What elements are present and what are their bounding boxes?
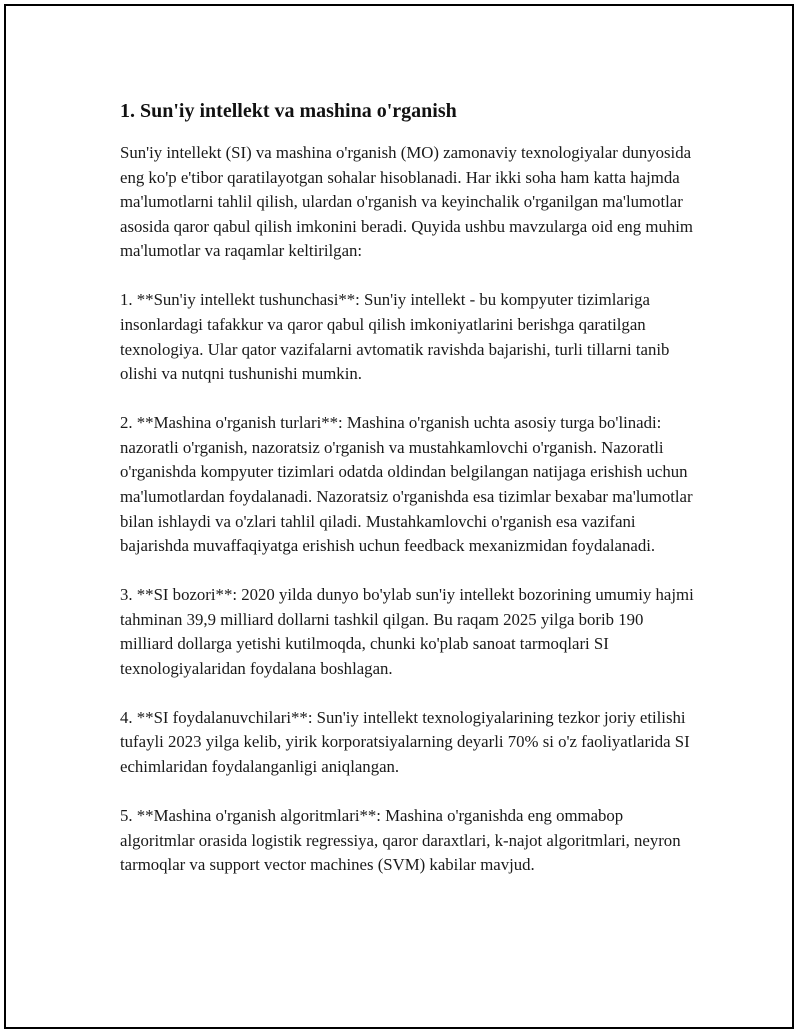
page-frame bbox=[4, 4, 794, 1029]
document-body bbox=[120, 96, 700, 902]
list-item-ai-market: 3. **SI bozori**: 2020 yilda dunyo bo'ylab sun'iy intellekt bozorining umumiy hajmi tahminan 39,9 milliard dollarni tashkil qilgan. Bu raqam 2025 yilga borib 190 milliard dollarga yetishi kutilmoqda, chunki ko'plab sanoat tarmoqlari SI texnologiyalaridan foydalana boshlagan. bbox=[120, 585, 694, 678]
list-item-ai-concept: 1. **Sun'iy intellekt tushunchasi**: Sun'iy intellekt - bu kompyuter tizimlariga insonlardagi tafakkur va qaror qabul qilish imkoniyatlarini berishga qaratilgan texnologiya. Ular qator vazifalarni avtomatik ravishda bajarishi, turli tillarni tanib olishi va nutqni tushunishi mumkin. bbox=[120, 290, 670, 384]
list-item-ai-users: 4. **SI foydalanuvchilari**: Sun'iy intellekt texnologiyalarining tezkor joriy etilishi tufayli 2023 yilga kelib, yirik korporatsiyalarning deyarli 70% si o'z faoliyatlarida SI echimlaridan foydalanganligi aniqlangan. bbox=[120, 707, 690, 777]
list-item-ml-algorithms: 5. **Mashina o'rganish algoritmlari**: Mashina o'rganishda eng ommabop algoritmlar orasida logistik regressiya, qaror daraxtlari, k-najot algoritmlari, neyron tarmoqlar va support vector machines (SVM) kabilar mavjud. bbox=[120, 806, 681, 875]
intro-paragraph: Sun'iy intellekt (SI) va mashina o'rganish (MO) zamonaviy texnologiyalar dunyosida eng ko'p e'tibor qaratilayotgan sohalar hisoblanadi. Har ikki soha ham katta hajmda ma'lumotlarni tahlil qilish, ulardan o'rganish va keyinchalik o'rganilgan ma'lumotlar asosida qaror qabul qilish imkonini beradi. Quyida ushbu mavzularga oid eng muhim ma'lumotlar va raqamlar keltirilgan: bbox=[120, 143, 693, 261]
list-item-ml-types: 2. **Mashina o'rganish turlari**: Mashina o'rganish uchta asosiy turga bo'linadi: nazoratli o'rganish, nazoratsiz o'rganish va mustahkamlovchi o'rganish. Nazoratli o'rganishda kompyuter tizimlari odatda oldindan belgilangan natijaga erishish uchun ma'lumotlardan foydalanadi. Nazoratsiz o'rganishda esa tizimlar bexabar ma'lumotlar bilan ishlaydi va o'zlari tahlil qiladi. Mustahkamlovchi o'rganish esa vazifani bajarishda muvaffaqiyatga erishish uchun feedback mexanizmidan foydalanadi. bbox=[120, 413, 693, 556]
section-title: 1. Sun'iy intellekt va mashina o'rganish bbox=[120, 100, 457, 122]
